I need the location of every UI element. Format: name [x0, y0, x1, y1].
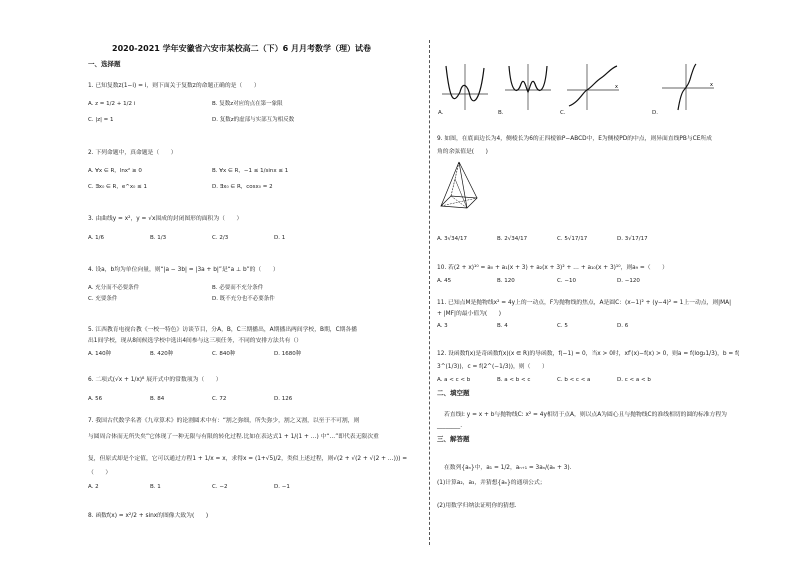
q8-graph-c[interactable]	[565, 62, 621, 112]
q10-option-c[interactable]: C. −10	[557, 278, 576, 284]
question-7-stem-line3: 复，但原式却是个定值，它可以通过方程1 + 1/x = x，求得x = (1+√5)/2，类似上述过程，则√(2 + √(2 + √(2 + …))) =	[88, 456, 408, 462]
question-7-stem-line2: 与圆周合体而无所失矣”它体现了一种无限与有限的转化过程.比如在表达式1 + 1/(1 + …) 中“…”即代表无限次重	[88, 434, 379, 440]
q1-option-c[interactable]: C. |z| = 1	[88, 117, 114, 123]
q1-option-a[interactable]: A. z = 1/2 + 1/2 i	[88, 101, 136, 107]
q6-option-c[interactable]: C. 72	[212, 396, 227, 402]
q5-option-d[interactable]: D. 1680种	[274, 351, 302, 357]
question-9-stem-line1: 9. 如图，在底面边长为4，侧棱长为6的正四棱锥P−ABCD中，E为侧棱PD的中点，则异面直线PB与CE所成	[437, 136, 712, 142]
q2-option-d[interactable]: D. ∃x₀ ∈ R，cosx₀ = 2	[212, 184, 273, 190]
q8-graph-b[interactable]	[503, 62, 553, 112]
q9-option-c[interactable]: C. 5√17/17	[557, 236, 588, 242]
q6-option-d[interactable]: D. 126	[274, 396, 293, 402]
question-5-stem-line2: 出1间学校，现从8间候选学校中选出4间参与这三项任务，不同的安排方法共有（）	[88, 338, 302, 344]
q8-label-d: D.	[652, 110, 658, 116]
q10-option-b[interactable]: B. 120	[497, 278, 515, 284]
q9-option-d[interactable]: D. 3√17/17	[617, 236, 648, 242]
q7-option-c[interactable]: C. −2	[212, 484, 228, 490]
q8-d-x-axis-label: x	[710, 82, 713, 88]
q3-option-c[interactable]: C. 2/3	[212, 235, 229, 241]
section-heading-solve: 三、解答题	[437, 435, 470, 443]
q8-label-a: A.	[438, 110, 444, 116]
q11-option-d[interactable]: D. 6	[617, 323, 629, 329]
solve-question-line3: (2)用数学归纳法证明你的猜想.	[437, 503, 517, 509]
question-12-stem-line2: 3^(1/3))，c = f(2^(−1/3))，则（ ）	[437, 364, 548, 370]
question-1-stem: 1. 已知复数z(1−i) = i，则下面关于复数z的命题正确的是（ ）	[88, 83, 260, 89]
question-5-stem-line1: 5. 江西教育电视台教《一校一特色》访谈节目，分A，B，C三期播出，A期播出两间学校，B期，C期各播	[88, 327, 358, 333]
q12-option-b[interactable]: B. a < b < c	[497, 377, 531, 383]
q3-option-d[interactable]: D. 1	[274, 235, 286, 241]
q2-option-b[interactable]: B. ∀x ∈ R，−1 ≤ 1/sinx ≤ 1	[212, 168, 289, 174]
q4-option-c[interactable]: C. 充要条件	[88, 296, 118, 302]
q4-option-b[interactable]: B. 必要而不充分条件	[212, 285, 264, 291]
question-4-stem: 4. 设a，b均为单位向量，则“|a − 3b| = |3a + b|”是“a ⊥ b”的（ ）	[88, 267, 279, 273]
q8-graph-a[interactable]	[440, 62, 490, 112]
question-2-stem: 2. 下列命题中，真命题是（ ）	[88, 150, 177, 156]
q5-option-a[interactable]: A. 140种	[88, 351, 112, 357]
q8-c-x-axis-label: x	[615, 84, 618, 90]
solve-question-line1: 在数列{aₙ}中，a₁ = 1/2，aₙ₊₁ = 3aₙ/(aₙ + 3).	[444, 465, 572, 471]
q4-option-a[interactable]: A. 充分而不必要条件	[88, 285, 140, 291]
q2-option-a[interactable]: A. ∀x ∈ R，lnx² ≥ 0	[88, 168, 142, 174]
fill-question-blank[interactable]: ________.	[437, 423, 463, 429]
q8-label-c: C.	[560, 110, 566, 116]
question-10-stem: 10. 若(2 + x)¹⁰ = a₀ + a₁(x + 3) + a₂(x + 3)² + … + a₁₀(x + 3)¹⁰，则a₉ =（ ）	[437, 265, 668, 271]
question-11-stem-line2: + |MF|的最小值为( )	[437, 311, 502, 317]
fill-question-stem: 若直线l: y = x + b与抛物线C: x² = 4y相切于点A，则以点A为圆心且与抛物线C的准线相切的圆的标准方程为	[444, 412, 727, 418]
q8-label-b: B.	[498, 110, 504, 116]
section-heading-choice: 一、选择题	[88, 60, 121, 68]
question-7-paren: （ ）	[88, 470, 112, 476]
q3-option-b[interactable]: B. 1/3	[150, 235, 167, 241]
q2-option-c[interactable]: C. ∃x₀ ∈ R，e^x₀ ≤ 1	[88, 184, 147, 190]
q10-option-d[interactable]: D. −120	[617, 278, 640, 284]
q4-option-d[interactable]: D. 既不充分也不必要条件	[212, 296, 275, 302]
q1-option-d[interactable]: D. 复数z的虚部与实部互为相反数	[212, 117, 295, 123]
exam-title: 2020-2021 学年安徽省六安市某校高二（下）6 月月考数学（理）试卷	[112, 44, 371, 53]
column-divider	[429, 40, 430, 545]
question-8-stem: 8. 函数f(x) = x²/2 + sinx的图像大致为( )	[88, 513, 209, 519]
q6-option-a[interactable]: A. 56	[88, 396, 103, 402]
q9-option-a[interactable]: A. 3√34/17	[437, 236, 468, 242]
question-11-stem-line1: 11. 已知点M是抛物线x² = 4y上的一动点，F为抛物线的焦点，A是圆C：(x−1)² + (y−4)² = 1上一动点，则|MA|	[437, 300, 732, 306]
q12-option-d[interactable]: D. c < a < b	[617, 377, 651, 383]
q11-option-a[interactable]: A. 3	[437, 323, 448, 329]
q1-option-b[interactable]: B. 复数z对应的点在第一象限	[212, 101, 283, 107]
q11-option-c[interactable]: C. 5	[557, 323, 568, 329]
question-7-stem-line1: 7. 我国古代数学名著《九章算术》的论割圆术中有：“割之弥细，所失弥少，割之又割，以至于不可割，则	[88, 418, 360, 424]
solve-question-line2: (1)计算a₂，a₃，并猜想{aₙ}的通项公式；	[437, 480, 546, 486]
q3-option-a[interactable]: A. 1/6	[88, 235, 105, 241]
question-6-stem: 6. 二项式(√x + 1/x)⁸ 展开式中的常数项为（ ）	[88, 377, 222, 383]
q9-pyramid-figure	[437, 158, 481, 216]
q5-option-c[interactable]: C. 840种	[212, 351, 236, 357]
q7-option-d[interactable]: D. −1	[274, 484, 290, 490]
q6-option-b[interactable]: B. 84	[150, 396, 165, 402]
q8-graph-d[interactable]	[660, 62, 716, 112]
q10-option-a[interactable]: A. 45	[437, 278, 452, 284]
section-heading-fill: 二、填空题	[437, 389, 470, 397]
q12-option-a[interactable]: A. a < c < b	[437, 377, 471, 383]
question-3-stem: 3. 由曲线y = x²，y = √x围成的封闭图形的面积为（ ）	[88, 216, 243, 222]
question-9-stem-line2: 角的余弦值是( )	[437, 149, 488, 155]
q11-option-b[interactable]: B. 4	[497, 323, 508, 329]
q7-option-b[interactable]: B. 1	[150, 484, 161, 490]
q5-option-b[interactable]: B. 420种	[150, 351, 174, 357]
question-12-stem-line1: 12. 设函数f(x)是奇函数f(x)(x ∈ R)的导函数，f(−1) = 0，当x > 0时，xf′(x)−f(x) > 0，则a = f(log₂1/3)，b = f(	[437, 351, 740, 357]
q9-option-b[interactable]: B. 2√34/17	[497, 236, 528, 242]
q7-option-a[interactable]: A. 2	[88, 484, 99, 490]
q12-option-c[interactable]: C. b < c < a	[557, 377, 591, 383]
